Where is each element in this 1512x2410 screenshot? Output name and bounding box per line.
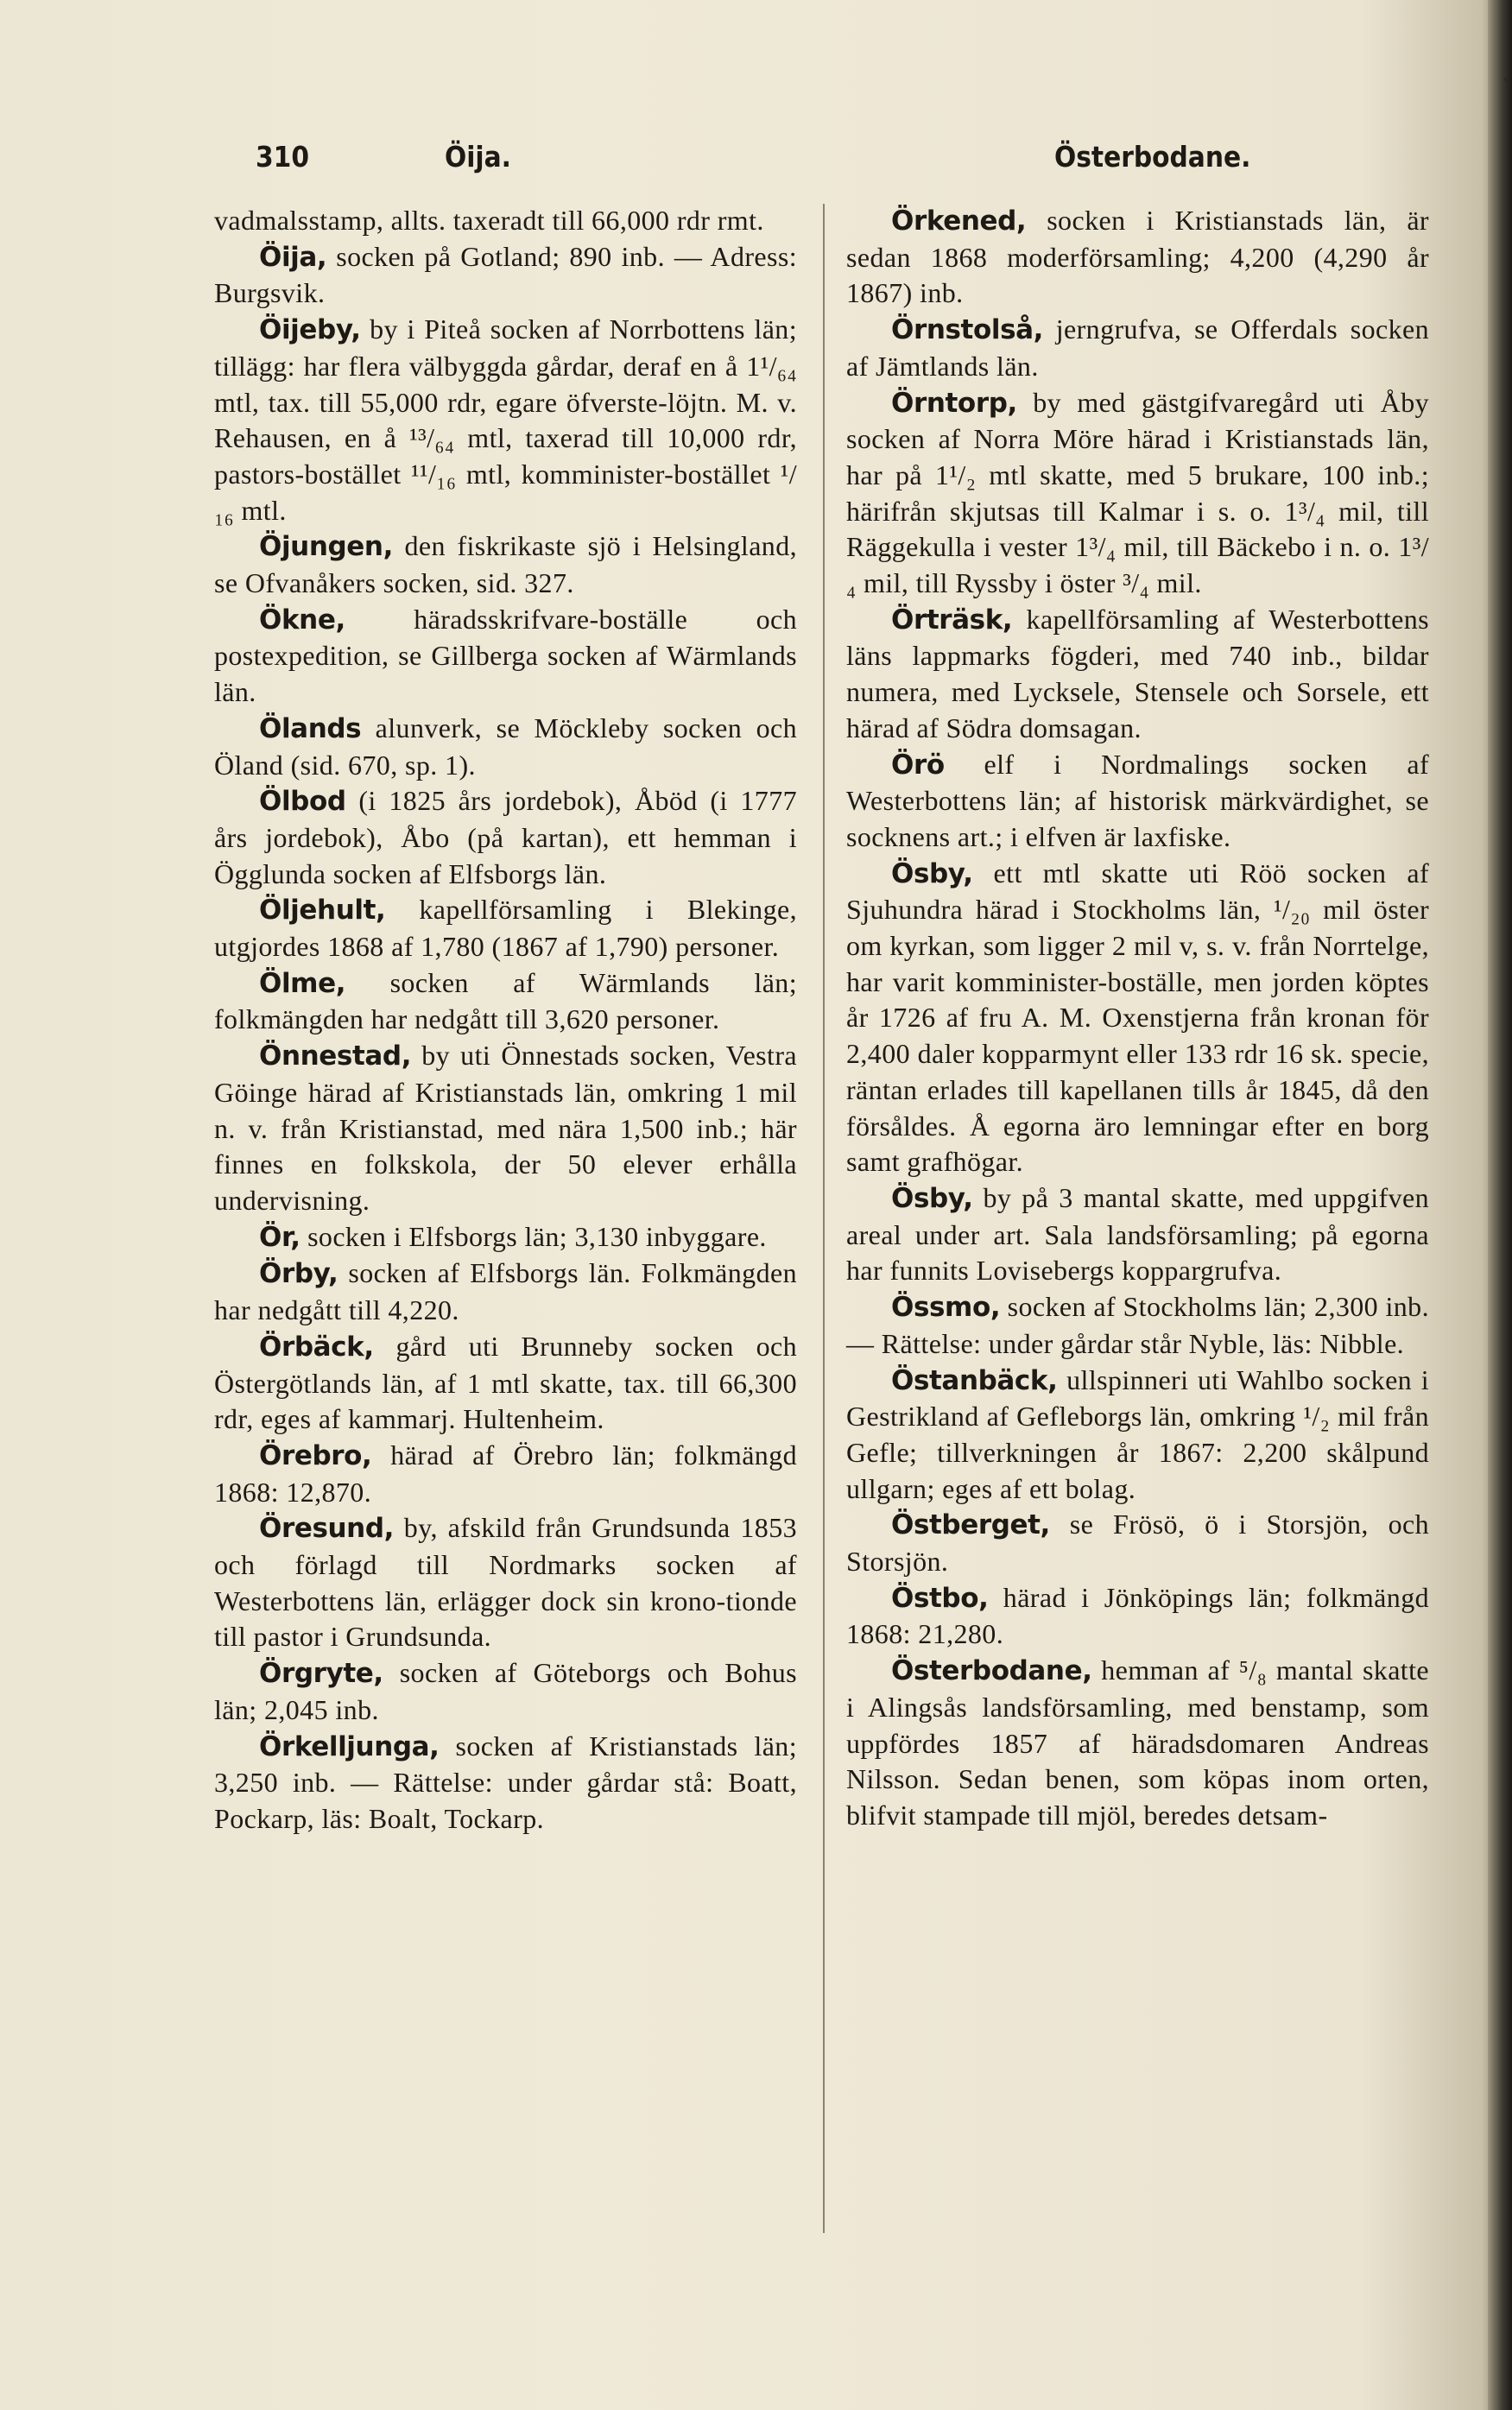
entry-text: ullspinneri uti Wahlbo socken i Gestrikland af Gefleborgs län, omkring ¹/₂ mil från Gefle; tillverkningen år 1867: 2,200 skålpund ullgarn; eges af ett bolag. bbox=[846, 1363, 1429, 1504]
entry-headword: Örbäck, bbox=[259, 1331, 374, 1363]
entry-headword: Örkelljunga, bbox=[259, 1730, 440, 1762]
entry-headword: Ölme, bbox=[259, 967, 346, 999]
dictionary-entry bbox=[214, 1729, 797, 1838]
dictionary-entry bbox=[214, 1038, 797, 1219]
dictionary-entry bbox=[214, 965, 797, 1038]
entry-headword: Örby, bbox=[259, 1258, 338, 1290]
entry-headword: Östberget, bbox=[891, 1509, 1050, 1541]
column-divider bbox=[823, 204, 825, 2233]
entry-text: socken af Wärmlands län; folkmängden har nedgått till 3,620 personer. bbox=[214, 966, 797, 1035]
entry-headword: Örgryte, bbox=[259, 1658, 383, 1690]
entry-headword: Öijeby, bbox=[259, 314, 361, 346]
entry-text: hemman af ⁵/₈ mantal skatte i Alingsås landsförsamling, med benstamp, som uppfördes 1857 af häradsdomaren Andreas Nilsson. Sedan benen, som köpas inom orten, blifvit stampade till mjöl, beredes detsam- bbox=[846, 1654, 1429, 1831]
dictionary-entry bbox=[214, 1655, 797, 1728]
page-number: 310 bbox=[256, 140, 309, 174]
dictionary-entry bbox=[846, 747, 1429, 856]
entry-text: by i Piteå socken af Norrbottens län; tillägg: har flera välbyggda gårdar, deraf en å 1¹/₆₄ mtl, tax. till 55,000 rdr, egare öfverste-löjtn. M. v. Rehausen, en å ¹³/₆₄ mtl, taxerad till 10,000 rdr, pastors-bostället ¹¹/₁₆ mtl, komminister-bostället ¹/₁₆ mtl. bbox=[214, 313, 797, 526]
entry-headword: Öjungen, bbox=[259, 531, 393, 563]
dictionary-entry bbox=[214, 1329, 797, 1438]
dictionary-entry bbox=[846, 1363, 1429, 1508]
entry-text: härad i Jönköpings län; folkmängd 1868: 21,280. bbox=[846, 1581, 1429, 1650]
entry-text: by uti Önnestads socken, Vestra Göinge härad af Kristianstads län, omkring 1 mil n. v. från Kristianstad, med nära 1,500 inb.; här finnes en folkskola, der 50 elever erhålla undervisning. bbox=[214, 1040, 797, 1216]
entry-text: socken af Kristianstads län; 3,250 inb. — Rättelse: under gårdar stå: Boatt, Pockarp, läs: Boalt, Tockarp. bbox=[214, 1730, 797, 1834]
dictionary-entry bbox=[214, 528, 797, 601]
dictionary-entry bbox=[214, 312, 797, 528]
right-column bbox=[846, 203, 1429, 1834]
entry-headword: Ölbod bbox=[259, 786, 346, 818]
entry-text: jerngrufva, se Offerdals socken af Jämtlands län. bbox=[846, 313, 1429, 382]
entry-text: by med gästgifvaregård uti Åby socken af Norra Möre härad i Kristianstads län, har på 1¹/₂ mtl skatte, med 5 brukare, 100 inb.; härifrån skjutsas till Kalmar i s. o. 1³/₄ mil, till Räggekulla i vester 1³/₄ mil, till Bäckebo i n. o. 1³/₄ mil, till Ryssby i öster ³/₄ mil. bbox=[846, 386, 1429, 599]
print-speck bbox=[1504, 78, 1508, 81]
entry-headword: Öljehult, bbox=[259, 895, 386, 927]
entry-text: alunverk, se Möckleby socken och Öland (sid. 670, sp. 1). bbox=[214, 712, 797, 781]
entry-text: kapellförsamling af Westerbottens läns lappmarks fögderi, med 740 inb., bildar numera, med Lycksele, Stensele och Sorsele, ett härad af Södra domsagan. bbox=[846, 603, 1429, 743]
entry-headword: Ösby, bbox=[891, 857, 973, 889]
dictionary-entry bbox=[846, 1653, 1429, 1834]
dictionary-entry bbox=[214, 203, 797, 239]
entry-headword: Örntorp, bbox=[891, 387, 1017, 419]
entry-text: socken på Gotland; 890 inb. — Adress: Burgsvik. bbox=[214, 240, 797, 309]
left-running-title: Öija. bbox=[445, 140, 511, 174]
dictionary-entry bbox=[846, 602, 1429, 747]
dictionary-entry bbox=[846, 856, 1429, 1180]
entry-text: kapellförsamling i Blekinge, utgjordes 1868 af 1,780 (1867 af 1,790) personer. bbox=[214, 894, 797, 963]
entry-headword: Ör, bbox=[259, 1221, 301, 1253]
entry-headword: Österbodane, bbox=[891, 1655, 1092, 1687]
entry-text: härad af Örebro län; folkmängd 1868: 12,870. bbox=[214, 1439, 797, 1508]
page-binding-edge bbox=[1488, 0, 1512, 2410]
entry-text: by, afskild från Grundsunda 1853 och förlagd till Nordmarks socken af Westerbottens län, erlägger dock sin krono-tionde till pastor i Grundsunda. bbox=[214, 1512, 797, 1653]
entry-headword: Örträsk, bbox=[891, 604, 1013, 636]
entry-text: by på 3 mantal skatte, med uppgifven areal under art. Sala landsförsamling; på egorna har funnits Lovisebergs koppargrufva. bbox=[846, 1181, 1429, 1287]
dictionary-entry bbox=[214, 1510, 797, 1655]
dictionary-entry bbox=[214, 711, 797, 783]
entry-text: socken i Elfsborgs län; 3,130 inbyggare. bbox=[300, 1220, 767, 1252]
dictionary-entry bbox=[214, 239, 797, 312]
entry-headword: Östanbäck, bbox=[891, 1364, 1058, 1396]
entry-text: vadmalsstamp, allts. taxeradt till 66,000 rdr rmt. bbox=[214, 205, 764, 236]
entry-headword: Öija, bbox=[259, 241, 327, 273]
right-running-title: Österbodane. bbox=[1054, 140, 1251, 174]
entry-text: socken af Stockholms län; 2,300 inb. — Rättelse: under gårdar står Nyble, läs: Nibble. bbox=[846, 1291, 1429, 1359]
entry-headword: Örkened, bbox=[891, 206, 1027, 237]
entry-headword: Östbo, bbox=[891, 1582, 989, 1614]
entry-text: ett mtl skatte uti Röö socken af Sjuhundra härad i Stockholms län, ¹/₂₀ mil öster om kyrkan, som ligger 2 mil v, s. v. från Norrtelge, har varit komminister-boställe, men jorden köptes år 1726 af fru A. M. Oxenstjerna från kronan för 2,400 daler kopparmynt eller 133 rdr 16 sk. specie, räntan erlades till kapellanen tills år 1845, då den försåldes. Å egorna äro lemningar efter en borg samt grafhögar. bbox=[846, 857, 1429, 1178]
entry-headword: Örebro, bbox=[259, 1439, 372, 1471]
dictionary-entry bbox=[214, 1438, 797, 1510]
dictionary-entry bbox=[846, 1289, 1429, 1362]
entry-headword: Ölands bbox=[259, 712, 362, 744]
entry-text: elf i Nordmalings socken af Westerbottens län; af historisk märkvärdighet, se socknens art.; i elfven är laxfiske. bbox=[846, 748, 1429, 852]
running-header bbox=[214, 140, 1272, 192]
entry-text: socken i Kristianstads län, är sedan 1868 moderförsamling; 4,200 (4,290 år 1867) inb. bbox=[846, 205, 1429, 309]
entry-headword: Ösby, bbox=[891, 1182, 973, 1214]
entry-text: (i 1825 års jordebok), Åböd (i 1777 års jordebok), Åbo (på kartan), ett hemman i Ögglunda socken af Elfsborgs län. bbox=[214, 785, 797, 889]
entry-headword: Öresund, bbox=[259, 1513, 395, 1545]
entry-text: se Frösö, ö i Storsjön, och Storsjön. bbox=[846, 1509, 1429, 1578]
dictionary-entry bbox=[846, 203, 1429, 312]
dictionary-entry bbox=[846, 385, 1429, 602]
entry-text: socken af Göteborgs och Bohus län; 2,045 inb. bbox=[214, 1657, 797, 1725]
dictionary-entry bbox=[214, 892, 797, 965]
entry-headword: Örö bbox=[891, 749, 945, 781]
dictionary-entry bbox=[846, 1180, 1429, 1289]
dictionary-entry bbox=[846, 1507, 1429, 1579]
dictionary-entry bbox=[846, 1580, 1429, 1653]
dictionary-entry bbox=[214, 1219, 797, 1256]
entry-headword: Önnestad, bbox=[259, 1041, 412, 1072]
dictionary-entry bbox=[214, 602, 797, 711]
entry-headword: Össmo, bbox=[891, 1292, 1001, 1324]
entry-headword: Örnstolså, bbox=[891, 314, 1044, 346]
dictionary-entry bbox=[214, 1256, 797, 1328]
dictionary-entry bbox=[214, 783, 797, 892]
left-column bbox=[214, 203, 797, 1838]
entry-text: socken af Elfsborgs län. Folkmängden har nedgått till 4,220. bbox=[214, 1257, 797, 1326]
entry-headword: Ökne, bbox=[259, 604, 345, 636]
dictionary-entry bbox=[846, 312, 1429, 384]
entry-text: den fiskrikaste sjö i Helsingland, se Ofvanåkers socken, sid. 327. bbox=[214, 530, 797, 599]
entry-text: häradsskrifvare-boställe och postexpedition, se Gillberga socken af Wärmlands län. bbox=[214, 603, 797, 708]
entry-text: gård uti Brunneby socken och Östergötlands län, af 1 mtl skatte, tax. till 66,300 rdr, eges af kammarj. Hultenheim. bbox=[214, 1330, 797, 1435]
